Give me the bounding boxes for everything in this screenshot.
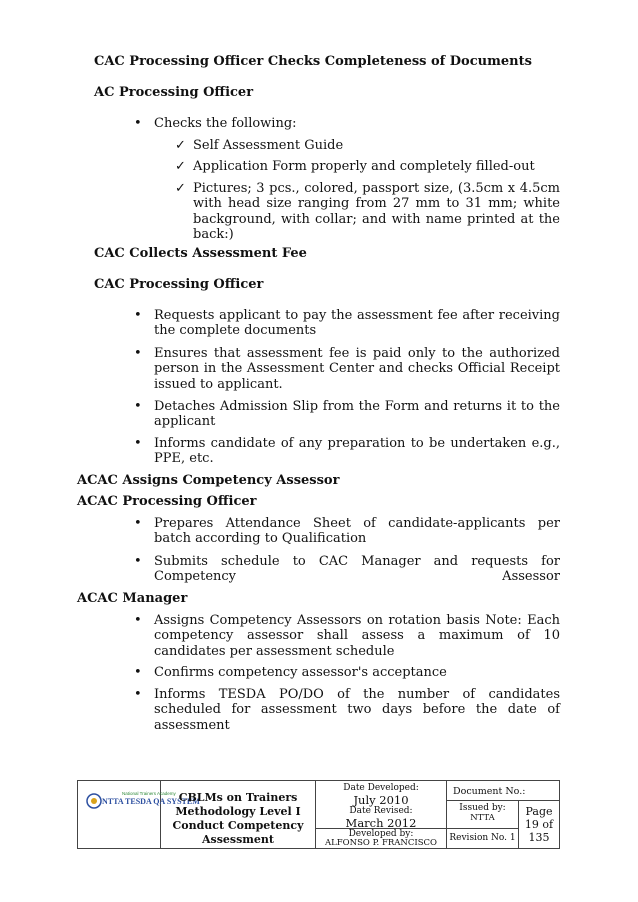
date-revised-label: Date Revised: [349, 806, 413, 816]
section-subheading: ACAC Processing Officer [77, 494, 257, 509]
bullet-dot: • [134, 346, 142, 361]
check-item: Self Assessment Guide [193, 138, 344, 153]
list-item: Checks the following: [154, 116, 297, 131]
check-item: Pictures; 3 pcs., colored, passport size, (3.5cm x 4.5cm with head size ranging from 27 mm to 31 mm; white background, with collar; and with name printed at the back:) [193, 181, 560, 243]
developed-by-label: Developed by: [348, 829, 414, 839]
date-revised: March 2012 [345, 816, 417, 830]
footer-table [77, 780, 560, 849]
list-item: Submits schedule to CAC Manager and requests for Competency Assessor [154, 554, 560, 585]
footer-title [161, 791, 315, 847]
list-item: Detaches Admission Slip from the Form and returns it to the applicant [154, 399, 560, 430]
checkmark-icon: ✓ [175, 159, 186, 174]
bullet-dot: • [134, 436, 142, 451]
date-developed-label: Date Developed: [343, 783, 419, 793]
list-item: Informs TESDA PO/DO of the number of candidates scheduled for assessment two days before the date of assessment [154, 687, 560, 733]
footer-docinfo-cell [447, 781, 559, 848]
footer-title-line: Methodology Level I [175, 805, 301, 818]
footer-dates-cell [316, 781, 447, 848]
bullet-dot: • [134, 516, 142, 531]
divider [447, 828, 518, 829]
page-of: 19 of [524, 818, 554, 831]
section-heading: ACAC Manager [77, 591, 188, 606]
document-number-label: Document No.: [453, 786, 526, 797]
footer-title-line: Assessment [201, 833, 275, 846]
list-item: Assigns Competency Assessors on rotation basis Note: Each competency assessor shall assess a maximum of 10 candidates per assessment schedule [154, 613, 560, 659]
section-heading: ACAC Assigns Competency Assessor [77, 473, 340, 488]
list-item: Informs candidate of any preparation to be undertaken e.g., PPE, etc. [154, 436, 560, 467]
revision-number: Revision No. 1 [449, 833, 516, 843]
bullet-dot: • [134, 613, 142, 628]
divider [447, 800, 559, 801]
page-number [519, 805, 559, 844]
footer-logo-cell [78, 781, 200, 848]
checkmark-icon: ✓ [175, 181, 186, 196]
section-heading: CAC Collects Assessment Fee [94, 246, 307, 261]
bullet-dot: • [134, 116, 142, 131]
list-item: Confirms competency assessor's acceptance [154, 665, 447, 680]
checkmark-icon: ✓ [175, 138, 186, 153]
logo-side-text: National Trainers Academy [122, 791, 176, 796]
section-subheading: CAC Processing Officer [94, 277, 264, 292]
issued-by: NTTA [470, 813, 495, 823]
footer-title-line: CBLMs on Trainers [178, 791, 298, 804]
date-developed: July 2010 [353, 793, 409, 807]
check-item: Application Form properly and completely filled-out [193, 159, 535, 174]
issued-by-label: Issued by: [459, 803, 506, 813]
logo-text: NTTA TESDA QA SYSTEM [102, 797, 200, 806]
section-heading: CAC Processing Officer Checks Completeness of Documents [94, 54, 532, 69]
bullet-dot: • [134, 399, 142, 414]
footer-title-line: Conduct Competency [172, 819, 304, 832]
page-total: 135 [528, 831, 550, 844]
list-item: Ensures that assessment fee is paid only to the authorized person in the Assessment Center and checks Official Receipt issued to applicant. [154, 346, 560, 392]
list-item: Prepares Attendance Sheet of candidate-applicants per batch according to Qualification [154, 516, 560, 547]
ntta-tesda-logo [78, 781, 200, 848]
page-label: Page [525, 805, 553, 818]
bullet-dot: • [134, 554, 142, 569]
developed-by: ALFONSO P. FRANCISCO [324, 838, 437, 848]
list-item: Requests applicant to pay the assessment fee after receiving the complete documents [154, 308, 560, 339]
footer-title-cell [161, 781, 316, 848]
bullet-dot: • [134, 687, 142, 702]
section-subheading: AC Processing Officer [94, 85, 254, 100]
bullet-dot: • [134, 308, 142, 323]
bullet-dot: • [134, 665, 142, 680]
